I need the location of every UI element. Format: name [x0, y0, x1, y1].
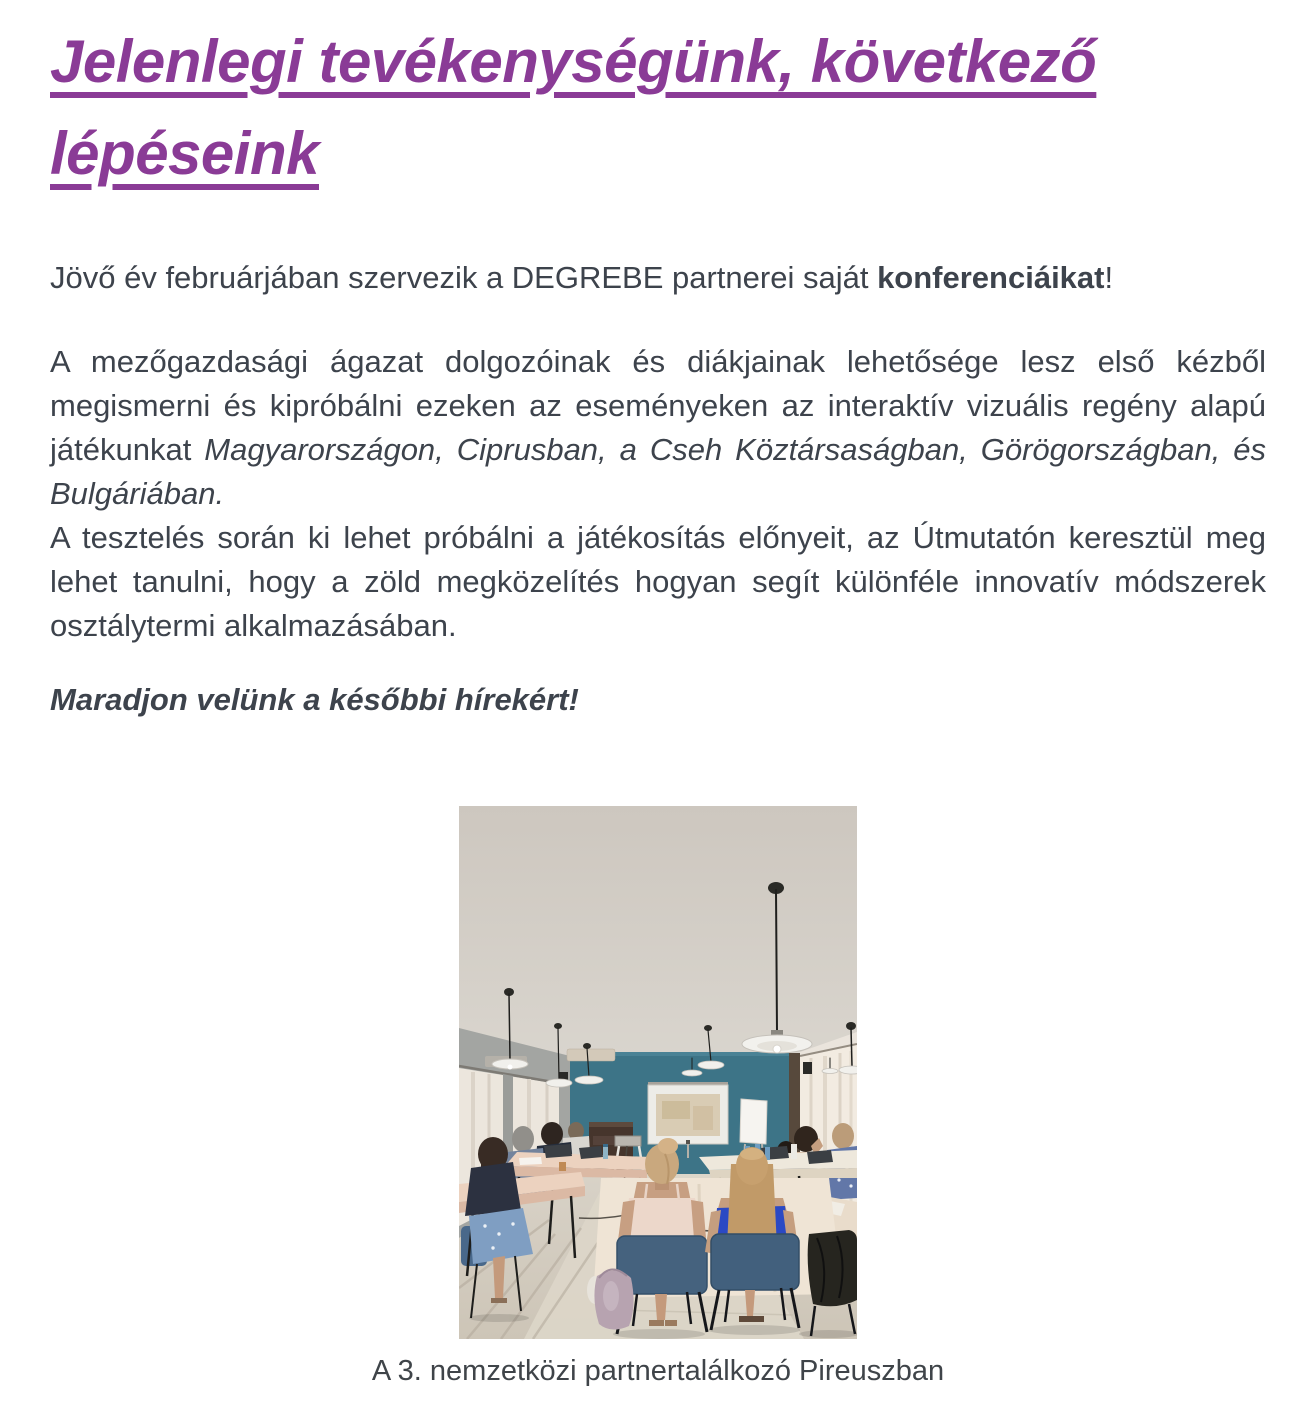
intro-exclamation: ! [1104, 260, 1114, 295]
meeting-room-photo [459, 806, 857, 1339]
page-title [50, 16, 1266, 200]
intro-bold-text: konferenciáikat [877, 260, 1105, 295]
body-paragraph [50, 340, 1266, 516]
speaker-right [803, 1062, 812, 1074]
body-regular-text: A mezőgazdasági ágazat dolgozóinak és diákjainak lehetősége lesz első kézből megismerni és kipróbálni ezeken az eseményeken az interaktív vizuális regény alapú játékunkat [50, 344, 1266, 467]
page-title-link[interactable]: Jelenlegi tevékenységünk, következő lépéseink [50, 28, 1097, 187]
intro-text: Jövő év februárjában szervezik a DEGREBE partnerei saját [50, 260, 878, 295]
body-paragraph-2: A tesztelés során ki lehet próbálni a játékosítás előnyeit, az Útmutatón keresztül meg lehet tanulni, hogy a zöld megközelítés hogyan segít különféle innovatív módszerek osztálytermi alkalmazásában. [50, 520, 1266, 643]
ac-unit [567, 1049, 615, 1061]
meeting-photo-figure [50, 806, 1266, 1391]
body-italic-countries: Magyarországon, Ciprusban, a Cseh Köztársaságban, Görögországban, és Bulgáriában. [50, 432, 1266, 511]
closing-line: Maradjon velünk a későbbi hírekért! [50, 682, 579, 717]
photo-caption: A 3. nemzetközi partnertalálkozó Pireuszban [371, 1355, 945, 1387]
intro-paragraph [50, 256, 1266, 300]
